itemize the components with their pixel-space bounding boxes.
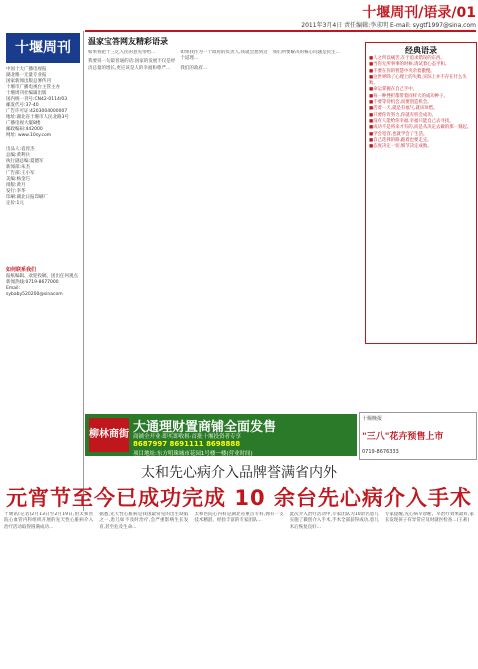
- story-headline: 元宵节至今已成功完成 10 余台先心病介入手术: [6, 486, 472, 510]
- masthead-line-9: 广播电视大厦8楼: [6, 121, 41, 126]
- header-rule: [85, 30, 476, 32]
- quote-item: ■学会宽容,也就学会了生活。: [369, 131, 428, 137]
- quote-item: ■态度决定一切,细节决定成败。: [369, 144, 432, 150]
- feature-para-4: 我们所要解决的核心问题是民生...: [272, 50, 340, 55]
- flower-ad[interactable]: [359, 412, 477, 460]
- quote-item: ■每一种挫折都带着同样大的成功种子。: [369, 93, 448, 99]
- masthead-line-6: 邮发代号:37-40: [6, 103, 39, 108]
- story-col-5: [385, 512, 474, 664]
- side-ad-title: "三八"花卉预售上市: [362, 432, 444, 442]
- masthead-line-2: 国家新闻出版总署传刊: [6, 79, 51, 84]
- quote-item: ■没有人能给你幸福,幸福只能自己去寻找。: [369, 118, 454, 124]
- feature-article: [88, 36, 360, 408]
- quotes-title: 经典语录: [405, 46, 437, 55]
- masthead-line-3: 十堰市广播电视台主管主办: [6, 85, 60, 90]
- staff-7: 发行:李华: [6, 189, 26, 194]
- side-ad-phone: 0719-8676333: [362, 449, 399, 455]
- story-col-4: [290, 512, 379, 664]
- staff-1: 总编:黄利兵: [6, 153, 31, 158]
- staff-5: 美编:杨金巧: [6, 177, 31, 182]
- masthead-column: [3, 31, 84, 511]
- staff-2: 执行副总编:夏德军: [6, 159, 44, 164]
- quote-item: ■活着一天,就是有福气,就该珍惜。: [369, 106, 438, 112]
- page-header: [300, 2, 476, 32]
- feature-para-0: 如果我把十三亿人民的意见带给...: [88, 50, 156, 55]
- feature-title: 温家宝答网友精彩语录: [88, 37, 168, 46]
- quotes-box: [365, 42, 477, 344]
- staff-3: 新闻部:朱杰: [6, 165, 31, 170]
- staff-4: 广告部:王小军: [6, 171, 35, 176]
- masthead-line-7: 广告许可证:4203004000007: [6, 109, 68, 114]
- contact-title: 如何联系我们: [6, 267, 37, 273]
- masthead-logo: 十堰周刊: [6, 33, 80, 63]
- masthead-line-5: 国内统一刊号:CN42-0114/03: [6, 97, 68, 102]
- staff-6: 排版:黄月: [6, 183, 26, 188]
- quote-item: ■自己选择的路,跪着也要走完。: [369, 137, 432, 143]
- contact-email[interactable]: sybaby520200@sinacom: [6, 292, 63, 297]
- story-para-3: 此次介入治疗活动中,专家团队为10余名患儿实施了微创介入手术,手术全部获得成功,患儿术后恢复良好...: [289, 512, 379, 530]
- quote-item: ■不要等待机会,而要创造机会。: [369, 100, 432, 106]
- feature-para-3: 我们的政府...: [180, 65, 208, 71]
- ad-title: 大通理财置商铺全面发售: [133, 420, 277, 435]
- quote-item: ■成功不是将来才有的,而是从决定去做的那一刻起。: [369, 125, 472, 131]
- story-body: [4, 512, 474, 664]
- masthead-line-1: 湖北唯一无量专业报: [6, 73, 47, 78]
- quote-item: ■当你无所事事的时候,请试着心态平和。: [369, 62, 450, 68]
- side-ad-brand: 十堰晚报: [362, 416, 383, 422]
- masthead-website[interactable]: 网址: www.10sy.com: [6, 133, 52, 138]
- story-col-3: [194, 512, 283, 664]
- ad-tagline: 商铺全开业·即买即收租·首批十堰投资者专享: [133, 434, 241, 440]
- story-para-0: 十堰讯(记者)2月13日至2月19日,由太和医院心血管内科组织开展的先天性心脏病介入治疗活动取得圆满成功...: [4, 512, 94, 530]
- story-para-2: 太和医院心内科是湖北省重点专科,拥有一支技术精湛、经验丰富的专家团队...: [194, 512, 284, 524]
- ad-brand-logo: 柳林商街: [89, 418, 129, 452]
- feature-para-1: 我要说一句最普通的话:国家的发展不仅是经济总量的增长,更应该是人的幸福和尊严...: [88, 59, 176, 71]
- feature-para-2: 如果我作为一个政府的负责人,我就会想到这个道理...: [180, 50, 268, 62]
- feature-col-3: [273, 50, 360, 410]
- staff-0: 出品人:袁淳杰: [6, 147, 35, 152]
- masthead-line-0: 中国十大广播电视报: [6, 67, 47, 72]
- page-title: 十堰周刊/语录/01: [362, 5, 476, 21]
- quote-item: ■人之所以痛苦,在于追求错误的东西。: [369, 56, 445, 61]
- story-para-4: 专家提醒,先心病早诊断、早治疗效果最好,家长发现孩子有异常应及时就医检查...(王莉): [384, 512, 475, 524]
- contact-0: 报纸编辑、欢迎投稿、团出任何观点: [6, 274, 78, 279]
- feature-col-1: [88, 50, 175, 410]
- story-col-2: [99, 512, 188, 664]
- contact-2: Email:: [6, 286, 21, 291]
- staff-8: 印刷:湖北日报印刷厂: [6, 195, 49, 200]
- contact-1: 新闻热线:0719-8677000: [6, 280, 59, 285]
- story-kicker: 太和先心病介入品牌誉满省内外: [141, 465, 337, 481]
- feature-col-2: [180, 50, 267, 410]
- editor-line: 2011年3月4日 责任编辑:李求明 E-mail: sygtf1997@sina.com: [301, 22, 476, 29]
- staff-9: 定价:1元: [6, 201, 24, 206]
- story-col-1: [4, 512, 93, 664]
- masthead-line-10: 邮政编码:442000: [6, 127, 43, 132]
- quote-item: ■这世界除了心理上的失败,实际上并不存在什么失败。: [369, 74, 467, 87]
- quote-item: ■不要在你的智慧中夹杂着傲慢。: [369, 68, 435, 74]
- ad-phone: 8687997 8691111 8698888: [133, 440, 241, 448]
- story-para-1: 据悉,先天性心脏病是我国最常见的出生缺陷之一,患儿如不及时治疗,会严重影响生长发育,甚至危及生命...: [99, 512, 189, 530]
- quote-item: ■只要你肯努力,你就有机会成功。: [369, 112, 437, 118]
- property-ad[interactable]: [85, 414, 357, 456]
- masthead-line-4: 十堰周刊社编辑出版: [6, 91, 47, 96]
- quote-item: ■命运掌握在自己手中。: [369, 87, 418, 93]
- ad-address: 项目地址:东方明珠城市花园1号楼一楼(营业时间): [133, 451, 253, 457]
- masthead-line-8: 地址:湖北省十堰市人民北路3号: [6, 115, 69, 120]
